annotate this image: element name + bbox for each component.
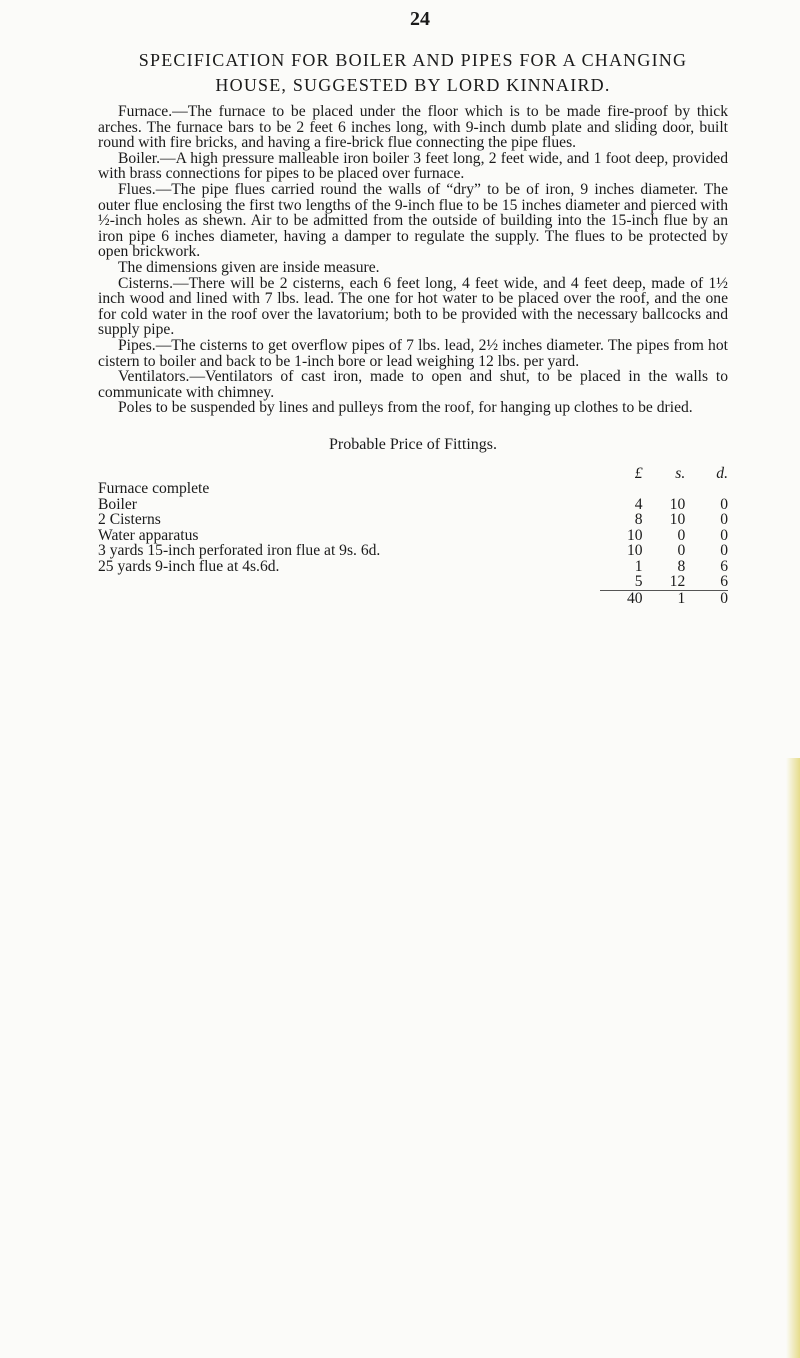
item-shillings: 10 <box>669 495 686 513</box>
page-number: 24 <box>410 8 430 30</box>
item-label: 3 yards 15-inch perforated iron flue at 9s. 6d. <box>98 542 381 560</box>
item-shillings: 10 <box>669 511 686 529</box>
article <box>98 48 728 606</box>
title-line-2: HOUSE, SUGGESTED BY LORD KINNAIRD. <box>215 75 611 95</box>
paragraph-pipes: Pipes.—The cisterns to get overflow pipes of 7 lbs. lead, 2½ inches diameter. The pipes from hot cistern to boiler and back to be 1-inch bore or lead weighing 12 lbs. per yard. <box>98 336 728 370</box>
item-pounds: 5 <box>634 573 643 591</box>
total-shillings: 1 <box>643 590 686 606</box>
item-pence <box>685 481 728 497</box>
item-pounds: 4 <box>634 495 643 513</box>
item-pence: 0 <box>720 542 728 560</box>
pence-header: d. <box>716 464 728 482</box>
item-label: Water apparatus <box>98 526 199 544</box>
table-row <box>98 512 728 528</box>
item-label: Boiler <box>98 495 137 513</box>
item-pence: 6 <box>720 557 728 575</box>
price-table-header <box>98 466 728 482</box>
item-label: Furnace complete <box>98 480 210 498</box>
price-table <box>98 466 728 607</box>
paragraph-cisterns: Cisterns.—There will be 2 cisterns, each 6 feet long, 4 feet wide, and 4 feet deep, made of 1½ inch wood and lined with 7 lbs. lead. The one for hot water to be placed over the roof, and the one for cold water in the roof over the lavatorium; both to be provided with the necessary ballcocks and supply pipe. <box>98 274 728 339</box>
item-label: 25 yards 9-inch flue at 4s.6d. <box>98 557 280 575</box>
price-heading: Probable Price of Fittings. <box>329 435 497 453</box>
table-row <box>98 528 728 544</box>
paragraph-poles: Poles to be suspended by lines and pulleys from the roof, for hanging up clothes to be dried. <box>118 399 693 417</box>
table-row <box>98 481 728 497</box>
item-shillings <box>643 481 686 497</box>
pounds-header: £ <box>634 464 643 482</box>
total-pence: 0 <box>685 590 728 606</box>
table-row <box>98 497 728 513</box>
paragraph-flues: Flues.—The pipe flues carried round the walls of “dry” to be of iron, 9 inches diameter. The outer flue enclosing the first two lengths of the 9-inch flue to be 15 inches diameter and pierced with ½-inch holes as shewn. Air to be admitted from the outside of building into the 15-inch flue by an iron pipe 6 inches diameter, having a damper to regulate the supply. The flues to be protected by open brickwork. <box>98 180 728 261</box>
item-pence: 0 <box>720 495 728 513</box>
title-line-1: SPECIFICATION FOR BOILER AND PIPES FOR A CHANGING <box>138 50 688 70</box>
table-row <box>98 543 728 559</box>
item-pounds: 1 <box>634 557 643 575</box>
item-shillings: 12 <box>669 573 686 591</box>
paragraph-boiler: Boiler.—A high pressure malleable iron boiler 3 feet long, 2 feet wide, and 1 foot deep, provided with brass connections for pipes to be placed over furnace. <box>98 149 728 183</box>
page-title <box>98 48 728 98</box>
page-edge-stain <box>786 758 800 1358</box>
item-pounds: 10 <box>626 526 643 544</box>
item-pounds: 8 <box>634 511 643 529</box>
paragraph-ventilators: Ventilators.—Ventilators of cast iron, made to open and shut, to be placed in the walls to communicate with chimney. <box>98 368 728 401</box>
item-pence: 0 <box>720 511 728 529</box>
paragraph-furnace: Furnace.—The furnace to be placed under the floor which is to be made fire-proof by thick arches. The furnace bars to be 2 feet 6 inches long, with 9-inch dumb plate and sliding door, built round with fire bricks, and having a fire-brick flue connecting the pipe flues. <box>98 103 728 152</box>
item-shillings: 8 <box>677 557 686 575</box>
item-pence: 6 <box>720 573 728 591</box>
item-pence: 0 <box>720 526 728 544</box>
table-row <box>98 574 728 590</box>
total-row <box>98 590 728 606</box>
total-pounds: 40 <box>600 590 643 606</box>
item-shillings: 0 <box>677 526 686 544</box>
item-pounds: 10 <box>626 542 643 560</box>
item-label <box>98 574 600 590</box>
item-shillings: 0 <box>677 542 686 560</box>
item-label: 2 Cisterns <box>98 511 161 529</box>
shillings-header: s. <box>675 464 686 482</box>
table-row <box>98 559 728 575</box>
paragraph-dimensions: The dimensions given are inside measure. <box>118 258 380 276</box>
item-pounds <box>600 481 643 497</box>
